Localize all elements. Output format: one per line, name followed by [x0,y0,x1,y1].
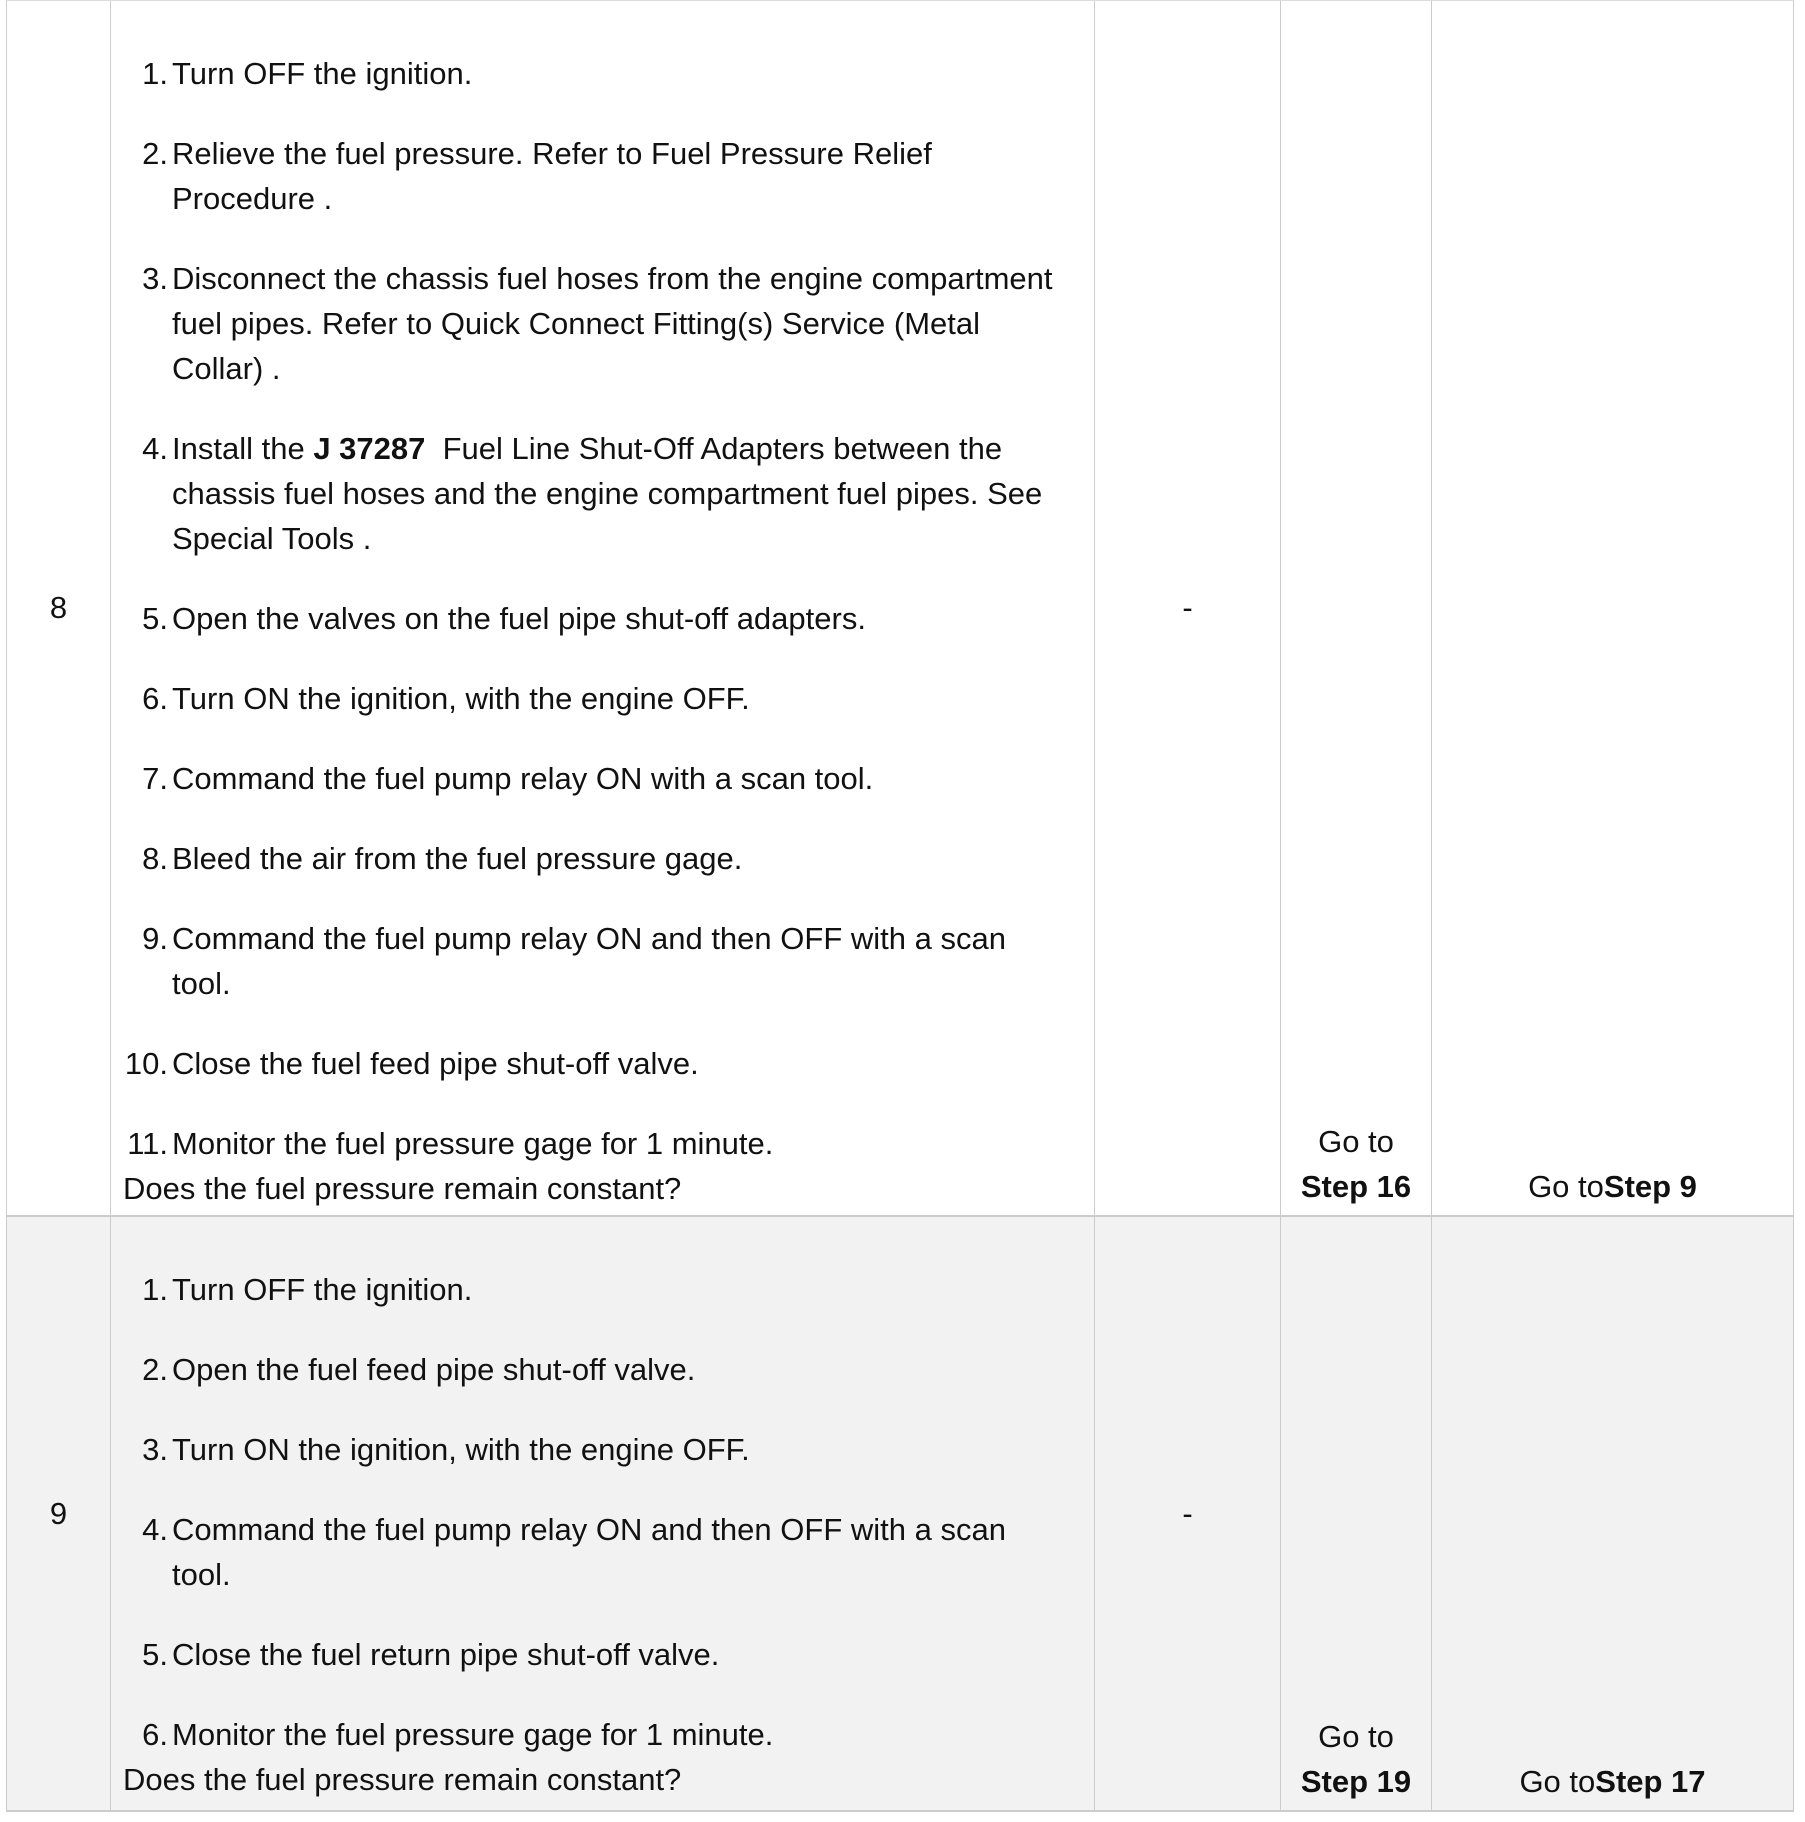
action-cell [110,1217,1094,1810]
yes-cell [1280,1217,1431,1810]
list-item [111,1427,1094,1472]
list-item [111,1041,1094,1086]
item-number: 9. [142,921,168,956]
item-number: 5. [142,1637,168,1672]
tool-number: J 37287 [313,431,426,466]
step-list [111,1267,1094,1802]
item-text: Monitor the fuel pressure gage for 1 minute. [172,1126,774,1161]
no-go-to-label: Go to [1519,1764,1596,1799]
item-number: 6. [142,1717,168,1752]
item-text: Turn OFF the ignition. [172,56,473,91]
item-text: Relieve the fuel pressure. Refer to Fuel Pressure Relief Procedure . [172,136,932,216]
list-item [111,1712,1094,1757]
item-number: 4. [142,1512,168,1547]
no-step-link[interactable]: Step 9 [1603,1169,1697,1204]
list-item [111,426,1094,561]
question-text: Does the fuel pressure remain constant? [123,1171,682,1206]
item-text: Turn ON the ignition, with the engine OFF. [172,1432,750,1467]
list-item [111,596,1094,641]
item-number: 3. [142,1432,168,1467]
value-cell: - [1094,1217,1280,1810]
list-item [111,676,1094,721]
step-number: 9 [6,1217,110,1810]
table-row-step-9 [6,1217,1794,1812]
step-list [111,51,1094,1211]
action-cell [110,1,1094,1215]
item-text: Disconnect the chassis fuel hoses from the engine compartment fuel pipes. Refer to Quick Connect Fitting(s) Service (Metal Collar) . [172,261,1053,386]
list-item [111,256,1094,391]
item-text-pre: Install the [172,431,314,466]
item-text: Open the valves on the fuel pipe shut-off adapters. [172,601,866,636]
list-item [111,131,1094,221]
item-text: Close the fuel return pipe shut-off valve. [172,1637,720,1672]
list-item [111,1347,1094,1392]
item-number: 8. [142,841,168,876]
item-text: Bleed the air from the fuel pressure gage. [172,841,743,876]
item-number: 5. [142,601,168,636]
item-number: 1. [142,56,168,91]
list-item [111,1632,1094,1677]
list-item [111,836,1094,881]
list-item [111,1507,1094,1597]
item-number: 2. [142,1352,168,1387]
item-text: Command the fuel pump relay ON and then OFF with a scan tool. [172,1512,1006,1592]
item-number: 6. [142,681,168,716]
item-number: 1. [142,1272,168,1307]
item-number: 4. [142,431,168,466]
yes-go-to-label: Go to [1318,1719,1394,1754]
item-number: 11. [127,1126,168,1161]
list-item [111,1267,1094,1312]
no-cell [1431,1,1794,1215]
list-item [111,1121,1094,1166]
yes-go-to-label: Go to [1318,1124,1394,1159]
item-number: 10. [124,1046,168,1081]
list-item [111,916,1094,1006]
no-cell [1431,1217,1794,1810]
yes-step-link[interactable]: Step 16 [1300,1169,1412,1204]
item-number: 2. [142,136,168,171]
no-go-to-label: Go to [1528,1169,1604,1204]
table-row-step-8 [6,0,1794,1217]
item-text: Monitor the fuel pressure gage for 1 minute. [172,1717,774,1752]
item-text: Turn ON the ignition, with the engine OFF. [172,681,750,716]
item-number: 3. [142,261,168,296]
item-number: 7. [142,761,168,796]
item-text: Open the fuel feed pipe shut-off valve. [172,1352,696,1387]
step-number: 8 [6,1,110,1215]
list-item [111,51,1094,96]
item-text-post: Fuel Line Shut-Off Adapters between the chassis fuel hoses and the engine compartment fuel pipes. See Special Tools . [172,431,1051,556]
item-text: Command the fuel pump relay ON with a scan tool. [172,761,874,796]
item-text: Close the fuel feed pipe shut-off valve. [172,1046,699,1081]
item-text [172,426,1072,561]
question-text: Does the fuel pressure remain constant? [123,1762,682,1797]
value-cell: - [1094,1,1280,1215]
item-text: Turn OFF the ignition. [172,1272,473,1307]
no-step-link[interactable]: Step 17 [1595,1764,1706,1799]
yes-step-link[interactable]: Step 19 [1300,1764,1412,1799]
yes-cell [1280,1,1431,1215]
list-item [111,756,1094,801]
item-text: Command the fuel pump relay ON and then OFF with a scan tool. [172,921,1006,1001]
